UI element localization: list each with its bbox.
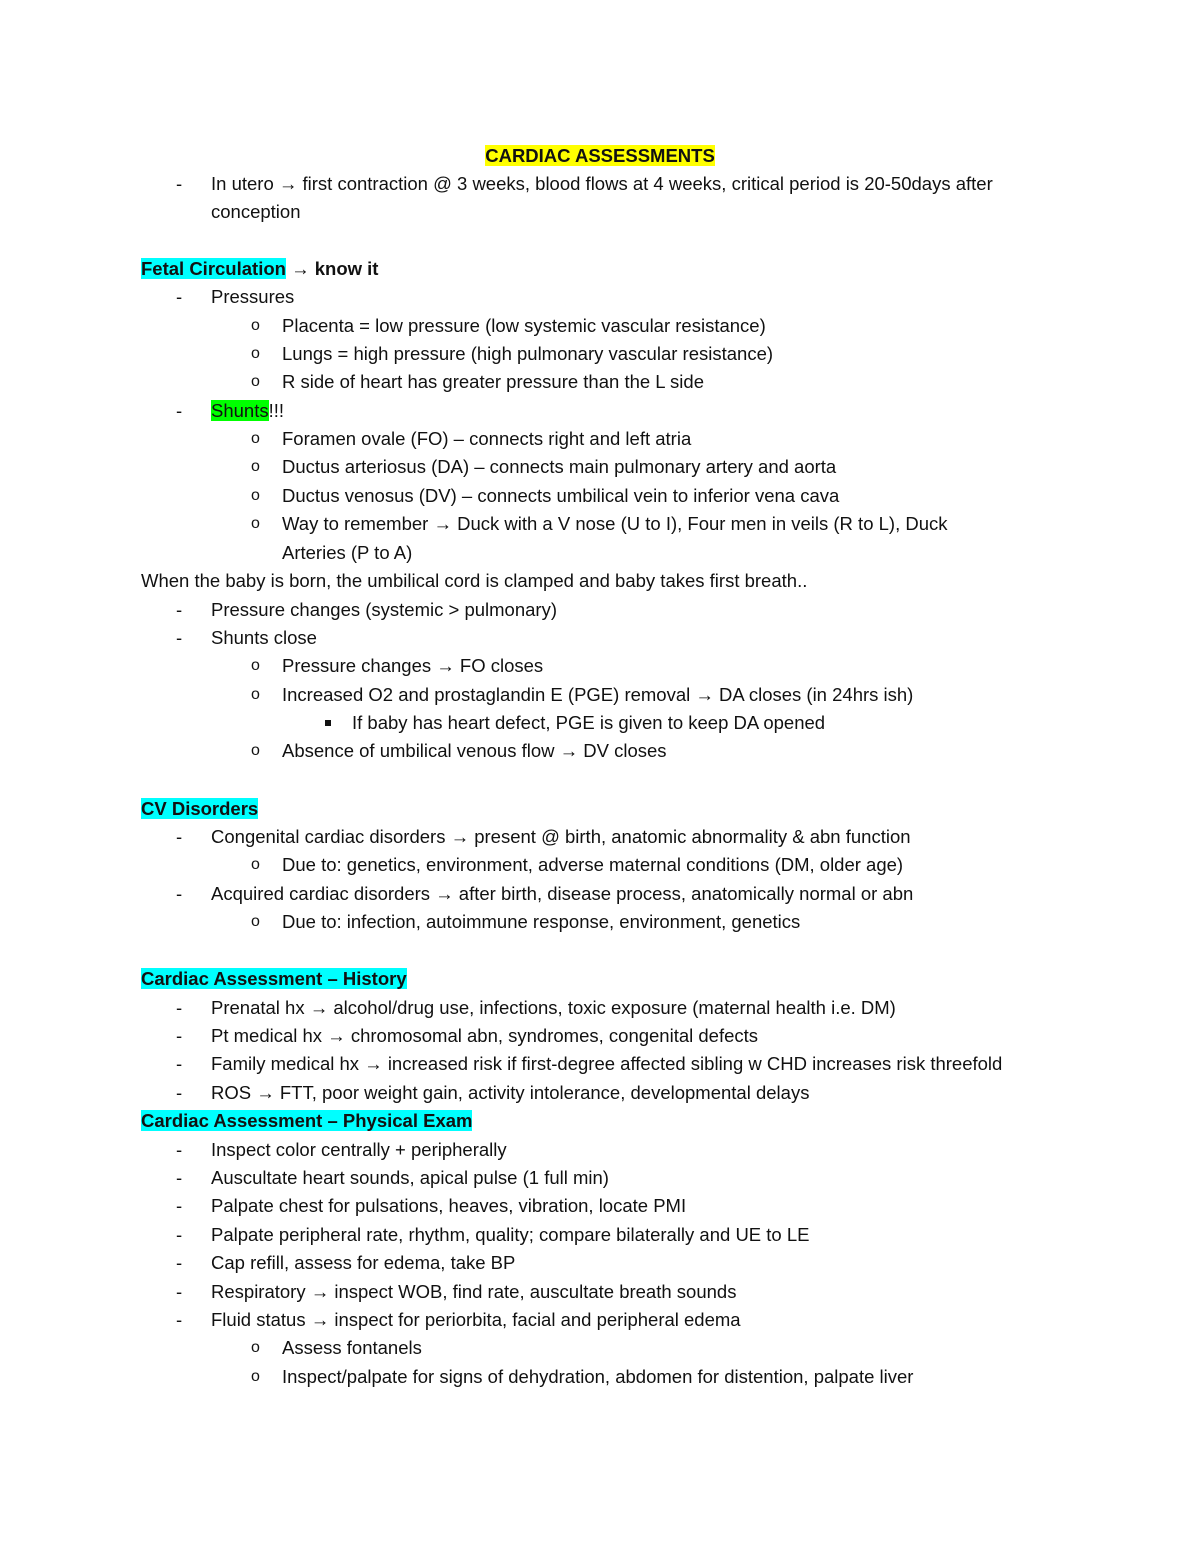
list-item-way-to-remember-cont: Arteries (P to A) [282,542,413,563]
square-bullet [325,720,331,726]
dash-bullet: - [176,883,183,904]
list-item-dv-closes: Absence of umbilical venous flow → DV closes [282,740,667,761]
list-item-acquired-causes: Due to: infection, autoimmune response, environment, genetics [282,911,801,932]
list-item-pge: If baby has heart defect, PGE is given to keep DA opened [352,712,826,733]
dash-bullet: - [176,1139,183,1160]
list-item-family-medical: Family medical hx → increased risk if first-degree affected sibling w CHD increases risk threefold [211,1053,1003,1074]
list-item-fontanels: Assess fontanels [282,1337,422,1358]
fetal-heading-suffix: → know it [285,258,379,279]
list-item-way-to-remember: Way to remember → Duck with a V nose (U to I), Four men in veils (R to L), Duck [282,513,948,534]
circle-bullet: o [251,430,260,447]
dash-bullet: - [176,599,183,620]
page-title: CARDIAC ASSESSMENTS [485,145,715,166]
circle-bullet: o [251,317,260,334]
intro-line-1: In utero → first contraction @ 3 weeks, blood flows at 4 weeks, critical period is 20-50days after [211,173,993,194]
list-item-fluid-status: Fluid status → inspect for periorbita, facial and peripheral edema [211,1309,741,1330]
dash-bullet: - [176,1053,183,1074]
circle-bullet: o [251,913,260,930]
circle-bullet: o [251,856,260,873]
dash-bullet: - [176,1025,183,1046]
cv-heading-line [141,796,258,822]
dash-bullet: - [176,1082,183,1103]
list-item-palpate-peripheral: Palpate peripheral rate, rhythm, quality; compare bilaterally and UE to LE [211,1224,810,1245]
dash-bullet: - [176,286,183,307]
circle-bullet: o [251,345,260,362]
list-item-ros: ROS → FTT, poor weight gain, activity intolerance, developmental delays [211,1082,810,1103]
list-item-acquired: Acquired cardiac disorders → after birth, disease process, anatomically normal or abn [211,883,914,904]
fetal-heading: Fetal Circulation [141,258,286,279]
list-item-prenatal: Prenatal hx → alcohol/drug use, infections, toxic exposure (maternal health i.e. DM) [211,997,896,1018]
dash-bullet: - [176,997,183,1018]
dash-bullet: - [176,1252,183,1273]
shunts-highlight: Shunts [211,400,269,421]
page-title-line [0,143,1200,169]
circle-bullet: o [251,657,260,674]
list-item-ductus-venosus: Ductus venosus (DV) – connects umbilical vein to inferior vena cava [282,485,840,506]
list-item-shunts [211,398,284,424]
list-item-lungs: Lungs = high pressure (high pulmonary vascular resistance) [282,343,774,364]
list-item-shunts-close: Shunts close [211,627,317,648]
dash-bullet: - [176,1195,183,1216]
cv-heading: CV Disorders [141,798,259,819]
circle-bullet: o [251,686,260,703]
list-item-dehydration: Inspect/palpate for signs of dehydration, abdomen for distention, palpate liver [282,1366,914,1387]
list-item-inspect-color: Inspect color centrally + peripherally [211,1139,507,1160]
history-heading-line [141,966,407,992]
dash-bullet: - [176,826,183,847]
list-item-pressure-changes: Pressure changes (systemic > pulmonary) [211,599,557,620]
history-heading: Cardiac Assessment – History [141,968,407,989]
dash-bullet: - [176,1224,183,1245]
dash-bullet: - [176,1167,183,1188]
list-item-ductus-arteriosus: Ductus arteriosus (DA) – connects main pulmonary artery and aorta [282,456,837,477]
dash-bullet: - [176,1309,183,1330]
circle-bullet: o [251,487,260,504]
exam-heading-line [141,1108,472,1134]
dash-bullet: - [176,627,183,648]
list-item-cap-refill: Cap refill, assess for edema, take BP [211,1252,516,1273]
list-item-pt-medical: Pt medical hx → chromosomal abn, syndromes, congenital defects [211,1025,759,1046]
intro-line-2: conception [211,201,301,222]
list-item-congenital-causes: Due to: genetics, environment, adverse maternal conditions (DM, older age) [282,854,904,875]
shunts-suffix: !!! [268,400,285,421]
dash-bullet: - [176,400,183,421]
list-item-foramen-ovale: Foramen ovale (FO) – connects right and left atria [282,428,692,449]
exam-heading: Cardiac Assessment – Physical Exam [141,1110,473,1131]
list-item-fo-closes: Pressure changes → FO closes [282,655,544,676]
circle-bullet: o [251,1368,260,1385]
circle-bullet: o [251,1339,260,1356]
circle-bullet: o [251,373,260,390]
circle-bullet: o [251,742,260,759]
born-paragraph: When the baby is born, the umbilical cord is clamped and baby takes first breath.. [141,570,808,591]
list-item-respiratory: Respiratory → inspect WOB, find rate, auscultate breath sounds [211,1281,737,1302]
list-item-da-closes: Increased O2 and prostaglandin E (PGE) removal → DA closes (in 24hrs ish) [282,684,914,705]
circle-bullet: o [251,458,260,475]
dash-bullet: - [176,173,183,194]
list-item-r-side: R side of heart has greater pressure than the L side [282,371,704,392]
list-item-congenital: Congenital cardiac disorders → present @ birth, anatomic abnormality & abn function [211,826,911,847]
circle-bullet: o [251,515,260,532]
dash-bullet: - [176,1281,183,1302]
list-item-pressures: Pressures [211,286,295,307]
list-item-placenta: Placenta = low pressure (low systemic vascular resistance) [282,315,766,336]
list-item-palpate-chest: Palpate chest for pulsations, heaves, vibration, locate PMI [211,1195,687,1216]
list-item-auscultate: Auscultate heart sounds, apical pulse (1 full min) [211,1167,609,1188]
fetal-heading-line [141,256,378,282]
